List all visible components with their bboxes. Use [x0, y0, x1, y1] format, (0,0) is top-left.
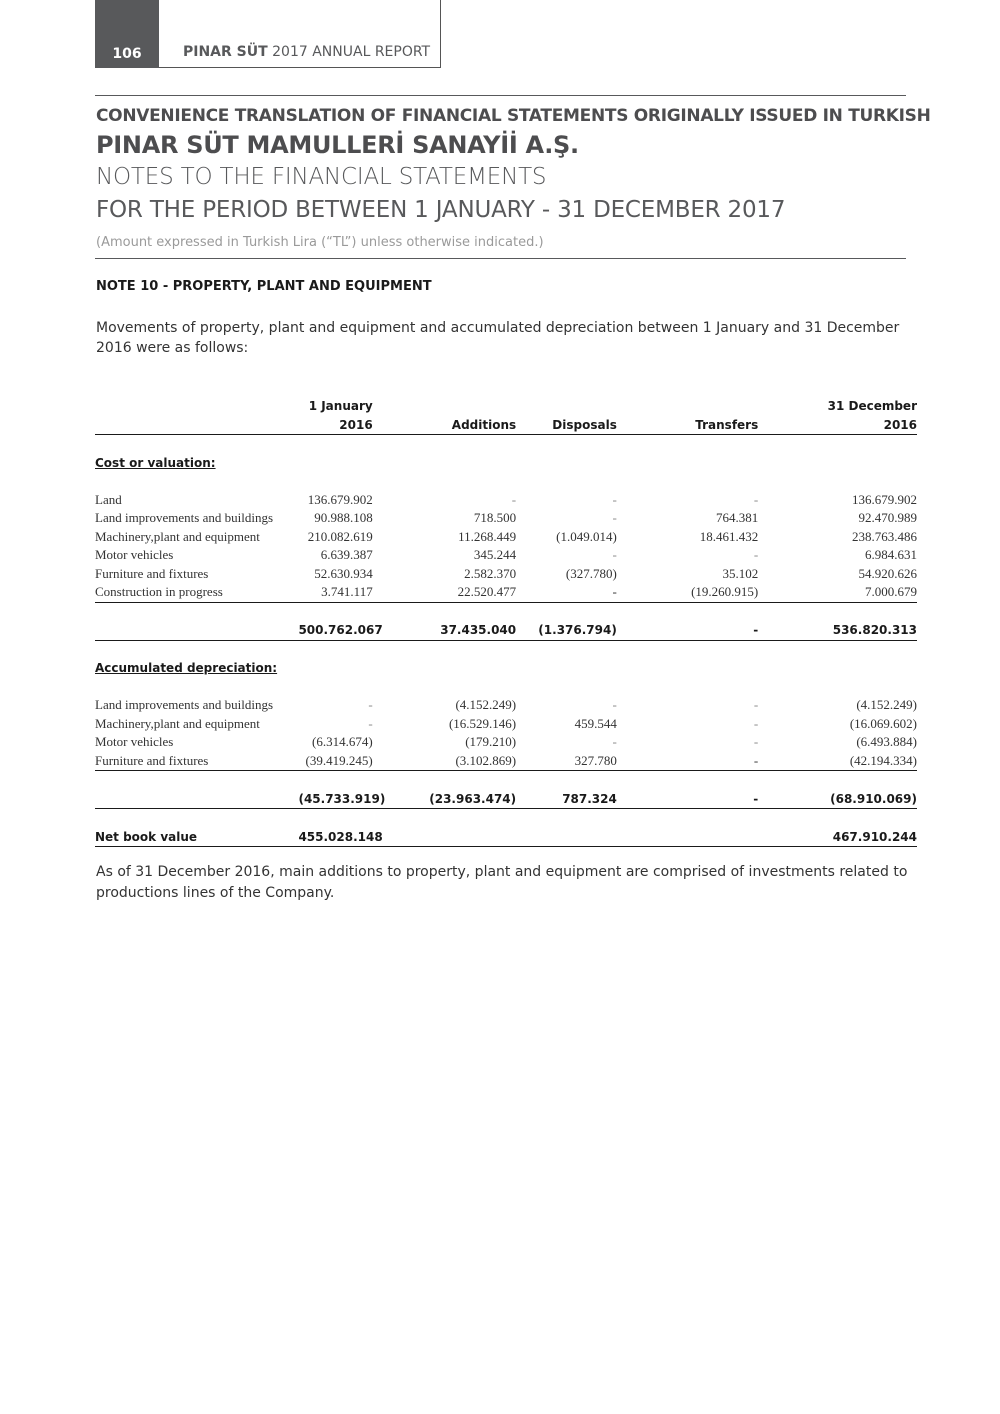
- value-cell: 22.520.477: [373, 583, 516, 602]
- value-cell: [373, 397, 516, 416]
- row-label-cell: [95, 790, 298, 809]
- value-cell: 764.381: [716, 510, 759, 526]
- section-label-cell: [95, 659, 917, 678]
- section-label-cell: [95, 454, 917, 473]
- table-row: [95, 565, 917, 584]
- value-cell: 2.582.370: [464, 565, 517, 581]
- spacer-row: [95, 771, 917, 790]
- row-label-cell: Machinery,plant and equipment: [95, 528, 260, 544]
- value-cell: 210.082.619: [307, 528, 373, 544]
- spacer-row: [95, 809, 917, 828]
- spacer-row: [95, 435, 917, 454]
- value-cell: 467.910.244: [758, 828, 917, 847]
- translation-notice: CONVENIENCE TRANSLATION OF FINANCIAL STATEMENTS ORIGINALLY ISSUED IN TURKISH: [96, 106, 931, 126]
- value-cell: [516, 828, 617, 847]
- row-label-cell: [95, 397, 298, 416]
- top-rule: [95, 95, 906, 96]
- value-cell: 500.762.067: [298, 621, 372, 640]
- value-cell: (39.419.245): [298, 752, 372, 771]
- row-label-cell: Furniture and fixtures: [95, 752, 298, 771]
- value-cell: (327.780): [565, 565, 617, 581]
- value-cell: 345.244: [473, 547, 517, 563]
- table-body: [95, 397, 917, 847]
- depreciation-total-row: [95, 790, 917, 809]
- header-row: [95, 416, 917, 435]
- value-cell: Disposals: [516, 416, 617, 435]
- section-label: Cost or valuation:: [95, 455, 216, 470]
- value-cell: 238.763.486: [852, 528, 917, 544]
- value-cell: 92.470.989: [858, 510, 917, 526]
- row-label-cell: [95, 621, 298, 640]
- value-cell: 31 December: [827, 399, 917, 414]
- depreciation-section-heading: [95, 659, 917, 678]
- value-cell: (4.152.249): [856, 697, 917, 713]
- value-cell: 3.741.117: [298, 583, 372, 602]
- closing-paragraph: As of 31 December 2016, main additions to property, plant and equipment are comprised of investments related to productions lines of the Company.: [96, 864, 908, 901]
- title-rule: [95, 258, 906, 259]
- value-cell: 1 January: [308, 399, 373, 414]
- value-cell: [516, 397, 617, 416]
- value-cell: (45.733.919): [298, 790, 372, 809]
- value-cell: 536.820.313: [758, 621, 917, 640]
- row-label-cell: Motor vehicles: [95, 734, 174, 750]
- spacer-cell: [95, 678, 917, 697]
- value-cell: -: [753, 491, 759, 507]
- value-cell: 459.544: [574, 715, 617, 731]
- table-row: [95, 509, 917, 528]
- value-cell: (6.493.884): [856, 734, 917, 750]
- table-row: [95, 546, 917, 565]
- value-cell: -: [753, 547, 759, 563]
- value-cell: 327.780: [516, 752, 617, 771]
- spacer-row: [95, 640, 917, 659]
- value-cell: (68.910.069): [758, 790, 917, 809]
- value-cell: -: [511, 491, 517, 507]
- value-cell: 18.461.432: [699, 528, 759, 544]
- value-cell: -: [753, 734, 759, 750]
- value-cell: [617, 397, 758, 416]
- spacer-cell: [95, 472, 917, 491]
- value-cell: Transfers: [617, 416, 758, 435]
- value-cell: -: [617, 790, 758, 809]
- company-name: PINAR SÜT MAMULLERİ SANAYİİ A.Ş.: [96, 131, 579, 159]
- spacer-cell: [95, 640, 917, 659]
- value-cell: -: [753, 715, 759, 731]
- value-cell: 136.679.902: [307, 491, 373, 507]
- value-cell: (1.049.014): [556, 528, 617, 544]
- row-label-cell: Land improvements and buildings: [95, 510, 274, 526]
- statement-title: NOTES TO THE FINANCIAL STATEMENTS: [96, 164, 547, 190]
- value-cell: 6.984.631: [865, 547, 917, 563]
- header-row: [95, 397, 917, 416]
- value-cell: 6.639.387: [320, 547, 373, 563]
- period-title: FOR THE PERIOD BETWEEN 1 JANUARY - 31 DECEMBER 2017: [96, 197, 786, 223]
- row-label-cell: Net book value: [95, 828, 298, 847]
- brand-name: PINAR SÜT: [183, 44, 268, 60]
- value-cell: -: [368, 697, 373, 713]
- value-cell: (23.963.474): [373, 790, 516, 809]
- value-cell: -: [612, 510, 617, 526]
- value-cell: 7.000.679: [758, 583, 917, 602]
- value-cell: 11.268.449: [458, 528, 517, 544]
- value-cell: -: [516, 583, 617, 602]
- value-cell: [373, 828, 516, 847]
- ppe-movement-table: [95, 397, 917, 847]
- cost-total-row: [95, 621, 917, 640]
- value-cell: -: [617, 752, 758, 771]
- running-header: [183, 44, 430, 60]
- value-cell: (6.314.674): [312, 734, 373, 750]
- value-cell: 37.435.040: [373, 621, 516, 640]
- value-cell: Additions: [373, 416, 516, 435]
- table-row: [95, 491, 917, 510]
- spacer-row: [95, 602, 917, 621]
- intro-paragraph: Movements of property, plant and equipment and accumulated depreciation between 1 January and 31 December 2016 were as follows:: [96, 320, 900, 356]
- value-cell: [617, 828, 758, 847]
- value-cell: 455.028.148: [298, 828, 372, 847]
- page-number: 106: [95, 0, 159, 68]
- row-label-cell: [95, 416, 298, 435]
- spacer-row: [95, 678, 917, 697]
- row-label-cell: Machinery,plant and equipment: [95, 715, 260, 731]
- table-row: [95, 752, 917, 771]
- value-cell: 54.920.626: [858, 565, 917, 581]
- value-cell: (4.152.249): [455, 697, 517, 713]
- row-label-cell: Motor vehicles: [95, 547, 174, 563]
- spacer-cell: [95, 771, 917, 790]
- value-cell: 136.679.902: [852, 491, 917, 507]
- value-cell: (16.529.146): [448, 715, 517, 731]
- table-row: [95, 528, 917, 547]
- value-cell: 2016: [298, 416, 372, 435]
- net-book-value-row: [95, 828, 917, 847]
- value-cell: -: [617, 621, 758, 640]
- table-row: [95, 583, 917, 602]
- value-cell: (42.194.334): [758, 752, 917, 771]
- report-name: 2017 ANNUAL REPORT: [272, 44, 431, 60]
- spacer-cell: [95, 435, 917, 454]
- value-cell: (179.210): [465, 734, 517, 750]
- spacer-row: [95, 472, 917, 491]
- section-label: Accumulated depreciation:: [95, 661, 278, 676]
- row-label-cell: Land: [95, 491, 122, 507]
- spacer-cell: [95, 602, 917, 621]
- note-heading: NOTE 10 - PROPERTY, PLANT AND EQUIPMENT: [96, 279, 432, 294]
- value-cell: -: [612, 697, 617, 713]
- currency-note: (Amount expressed in Turkish Lira (“TL”) unless otherwise indicated.): [96, 235, 544, 250]
- row-label-cell: Land improvements and buildings: [95, 697, 274, 713]
- value-cell: -: [612, 734, 617, 750]
- row-label-cell: Furniture and fixtures: [95, 565, 209, 581]
- value-cell: 52.630.934: [314, 565, 373, 581]
- value-cell: 718.500: [473, 510, 517, 526]
- value-cell: 787.324: [516, 790, 617, 809]
- value-cell: 90.988.108: [314, 510, 373, 526]
- value-cell: (19.260.915): [617, 583, 758, 602]
- value-cell: 2016: [758, 416, 917, 435]
- cost-section-heading: [95, 454, 917, 473]
- spacer-cell: [95, 809, 917, 828]
- value-cell: (16.069.602): [849, 715, 917, 731]
- table-row: [95, 696, 917, 715]
- value-cell: (1.376.794): [516, 621, 617, 640]
- value-cell: (3.102.869): [373, 752, 516, 771]
- value-cell: -: [368, 715, 373, 731]
- value-cell: -: [753, 697, 759, 713]
- value-cell: -: [612, 491, 617, 507]
- table-row: [95, 715, 917, 734]
- row-label-cell: Construction in progress: [95, 583, 298, 602]
- table-row: [95, 733, 917, 752]
- value-cell: -: [612, 547, 617, 563]
- value-cell: 35.102: [722, 565, 759, 581]
